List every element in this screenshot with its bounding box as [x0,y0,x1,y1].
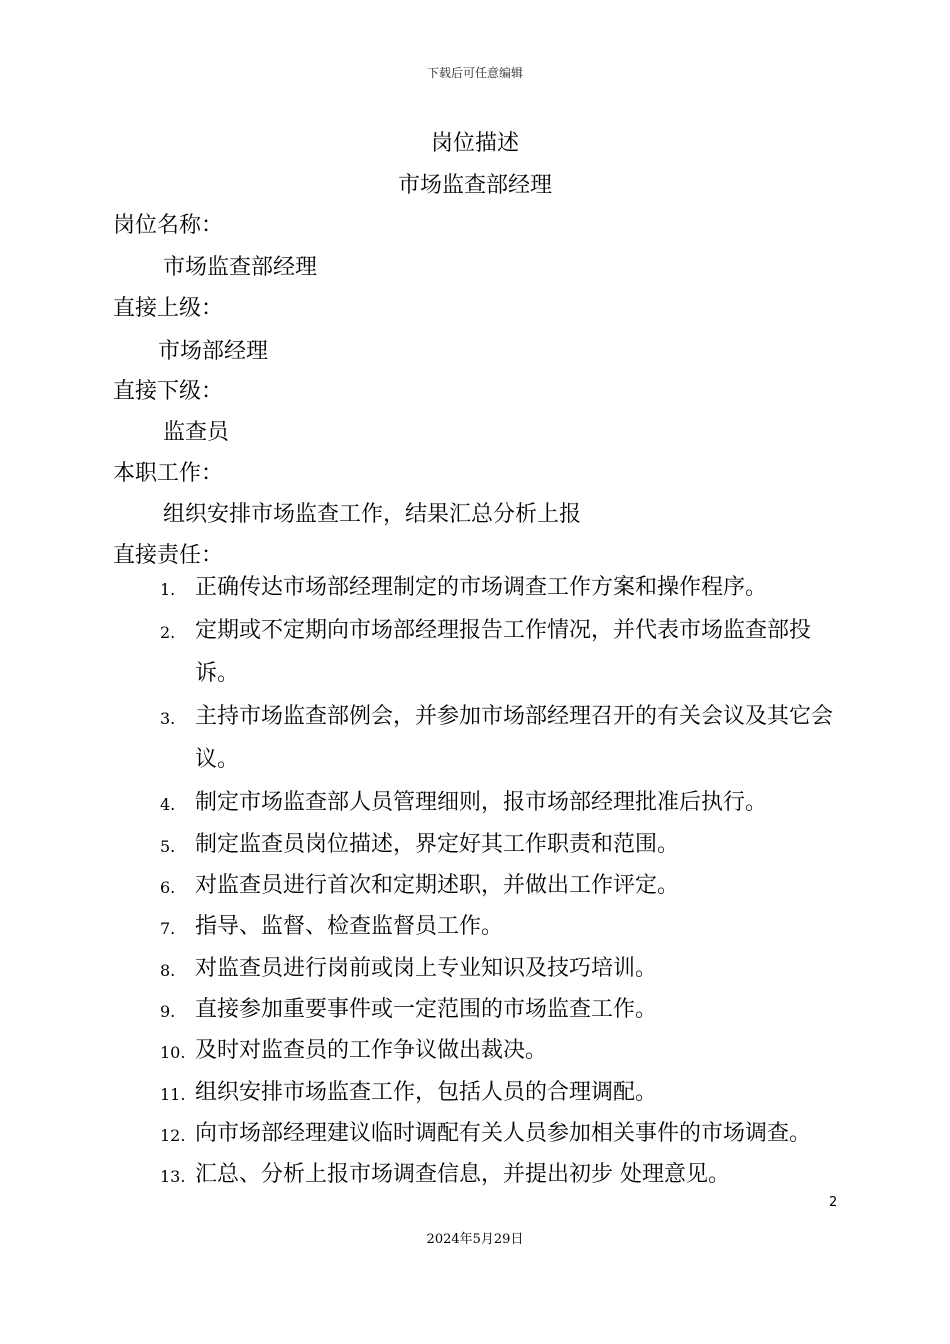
list-item-number: 2. [160,623,176,642]
header-note: 下载后可任意编辑 [426,66,523,80]
list-item-text: 向市场部经理建议临时调配有关人员参加相关事件的市场调查。 [195,1121,812,1146]
field-label-job-duty: 本职工作： [113,461,224,486]
field-label-position-name: 岗位名称： [113,213,224,238]
list-item-text: 定期或不定期向市场部经理报告工作情况，并代表市场监查部投诉。 [195,618,812,686]
list-item-text: 直接参加重要事件或一定范围的市场监查工作。 [195,997,658,1022]
list-item-text: 主持市场监查部例会，并参加市场部经理召开的有关会议及其它会议。 [195,704,834,772]
field-label-direct-subordinate: 直接下级： [113,379,224,404]
footer-date: 2024年5月29日 [426,1232,524,1247]
list-item-number: 6. [160,878,176,897]
field-value-direct-subordinate: 监查员 [163,420,230,445]
list-item-number: 3. [160,709,176,728]
list-item-number: 11. [160,1085,186,1104]
list-item-number: 8. [160,961,176,980]
field-value-position-name: 市场监查部经理 [163,255,318,280]
list-item-text: 对监查员进行首次和定期述职，并做出工作评定。 [195,873,680,898]
field-label-direct-superior: 直接上级： [113,296,224,321]
list-item-text: 正确传达市场部经理制定的市场调查工作方案和操作程序。 [195,575,768,600]
page-title: 岗位描述 [430,131,519,156]
list-item-text: 制定市场监查部人员管理细则，报市场部经理批准后执行。 [195,790,768,815]
list-item-number: 1. [160,580,176,599]
list-item-number: 5. [160,837,176,856]
list-item-number: 7. [160,919,176,938]
list-item-number: 4. [160,795,176,814]
list-item-number: 12. [160,1126,186,1145]
list-item-number: 13. [160,1167,186,1186]
field-value-job-duty: 组织安排市场监查工作，结果汇总分析上报 [163,502,582,527]
list-item-text: 对监查员进行岗前或岗上专业知识及技巧培训。 [195,956,658,981]
list-item-number: 10. [160,1043,186,1062]
list-item-number: 9. [160,1002,176,1021]
responsibilities-label: 直接责任： [113,543,224,568]
page-number: 2 [829,1195,838,1210]
list-item-text: 及时对监查员的工作争议做出裁决。 [195,1038,548,1063]
list-item-text: 汇总、分析上报市场调查信息，并提出初步 处理意见。 [195,1162,730,1187]
page-subtitle: 市场监查部经理 [397,173,552,198]
list-item-text: 指导、监督、检查监督员工作。 [195,914,504,939]
field-value-direct-superior: 市场部经理 [158,339,269,364]
list-item-text: 制定监查员岗位描述，界定好其工作职责和范围。 [195,832,680,857]
list-item-text: 组织安排市场监查工作，包括人员的合理调配。 [195,1080,658,1105]
